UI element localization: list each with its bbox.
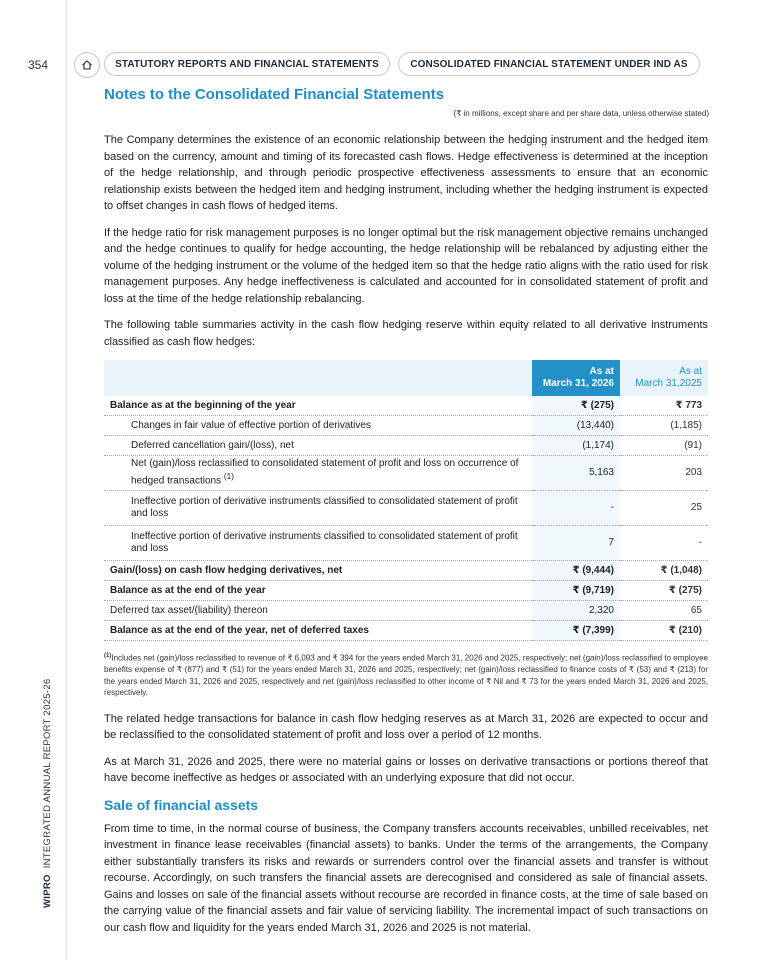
home-button[interactable] [74, 52, 100, 78]
section-heading-sale-of-financial-assets: Sale of financial assets [104, 796, 259, 813]
value-2026: (1,174) [532, 436, 620, 456]
row-label-cell [104, 456, 532, 491]
report-name: INTEGRATED ANNUAL REPORT 2025-26 [42, 678, 53, 869]
value-2025: ₹ (275) [668, 584, 702, 596]
footnote-text: Includes net (gain)/loss reclassified to revenue of ₹ 6,093 and ₹ 394 for the years ended March 31, 2026 and 2025, respectively; net (gain)/loss reclassified to employee benefits expense of ₹ (877) and ₹ (51) for the years ended March 31, 2026 and 2025, respectively; net (gain)/loss reclassified to finance costs of ₹ (53) and ₹ (213) for the years ended March 31, 2026 and 2025, respectively and net (gain)/loss reclassified to other income of ₹ Nil and ₹ 73 for the years ended March 31, 2026 and 2025, respectively. [104, 653, 708, 698]
row-label: Ineffective portion of derivative instruments classified to consolidated statement of profit and loss [131, 496, 518, 519]
paragraph: The Company determines the existence of an economic relationship between the hedging instrument and the hedged item based on the currency, amount and timing of its forecasted cash flows. Hedge effectiveness is determined at the inception of the hedge relationship, and through periodic prospective effectiveness assessments to ensure that an economic relationship exists between the hedged item and hedging instrument, including whether the hedging instrument is expected to offset changes in cash flows of hedged items. [104, 134, 708, 212]
page-margin-rule [66, 0, 67, 960]
column-header-2025-line2: March 31,2025 [635, 378, 702, 389]
page-title: Notes to the Consolidated Financial Statements [104, 86, 445, 103]
column-header-2025 [620, 360, 708, 396]
units-note: (₹ in millions, except share and per share data, unless otherwise stated) [453, 109, 709, 118]
brand-logo-text: WIPRO [42, 874, 53, 908]
table-row [104, 491, 708, 526]
row-label: Ineffective portion of derivative instruments classified to consolidated statement of profit and loss [131, 531, 518, 554]
sidebar-report-label [42, 678, 53, 908]
value-2025: ₹ (1,048) [660, 564, 702, 576]
value-2026: ₹ (275) [532, 396, 620, 416]
row-label: Gain/(loss) on cash flow hedging derivatives, net [110, 564, 343, 576]
home-icon [81, 59, 93, 71]
table-row [104, 601, 708, 621]
value-2025: 25 [690, 502, 702, 513]
value-2025: (1,185) [670, 419, 702, 431]
row-label: Balance as at the end of the year [110, 584, 266, 596]
column-header-2026-line2: March 31, 2026 [542, 378, 614, 389]
table-row [104, 621, 708, 641]
value-2026: - [532, 491, 620, 526]
table-row [104, 581, 708, 601]
table-row [104, 416, 708, 436]
main-content [104, 132, 708, 946]
value-2026: (13,440) [532, 416, 620, 436]
value-2026: ₹ (9,444) [532, 561, 620, 581]
paragraph: From time to time, in the normal course of business, the Company transfers accounts receivables, unbilled receivables, net investment in finance lease receivables (financial assets) to banks. Under the terms of the arrangements, the Company either substantially transfers its risks and rewards or surrenders control over the financial assets and transfer is without recourse. Accordingly, on such transfers the financial assets are derecognised and considered as sale of financial assets. Gains and losses on sale of the financial assets without recourse are recorded in finance costs, at the time of sale based on the carrying value of the financial assets and fair value of servicing liability. The incremental impact of such transactions on our cash flow and liquidity for the years ended March 31, 2026 and 2025 is not material. [104, 822, 708, 934]
breadcrumb-consolidated-statement[interactable]: CONSOLIDATED FINANCIAL STATEMENT UNDER IND AS [398, 52, 700, 76]
column-header-2026 [532, 360, 620, 396]
value-2026: 5,163 [532, 456, 620, 491]
paragraph: The following table summaries activity in the cash flow hedging reserve within equity related to all derivative instruments classified as cash flow hedges: [104, 319, 708, 348]
table-row [104, 526, 708, 561]
table-row [104, 561, 708, 581]
breadcrumb-statutory-reports[interactable]: STATUTORY REPORTS AND FINANCIAL STATEMENTS [104, 52, 390, 76]
row-label: Balance as at the end of the year, net of deferred taxes [110, 624, 369, 636]
value-2025: ₹ 773 [675, 399, 702, 411]
table-header-label [104, 360, 532, 396]
table-header-row [104, 360, 708, 396]
row-label: Changes in fair value of effective portion of derivatives [131, 419, 371, 431]
value-2025: ₹ (210) [668, 624, 702, 636]
table-row [104, 456, 708, 491]
value-2025: (91) [684, 439, 702, 451]
row-label: Deferred tax asset/(liability) thereon [110, 604, 268, 616]
page-number: 354 [28, 58, 49, 72]
value-2025: - [698, 537, 702, 548]
paragraph: The related hedge transactions for balance in cash flow hedging reserves as at March 31, 2026 are expected to occur and be reclassified to the consolidated statement of profit and loss over a period of 12 months. [104, 712, 708, 742]
row-label: Deferred cancellation gain/(loss), net [131, 439, 294, 451]
footnote-marker: (1) [104, 653, 112, 659]
row-label: Balance as at the beginning of the year [110, 399, 296, 411]
value-2025: 65 [690, 604, 702, 616]
table-row [104, 436, 708, 456]
value-2025: 203 [685, 467, 702, 478]
table-footnote [104, 651, 708, 699]
column-header-2025-line1: As at [679, 366, 702, 377]
column-header-2026-line1: As at [589, 366, 614, 377]
row-label: Net (gain)/loss reclassified to consolidated statement of profit and loss on occurrence of hedged transactions [131, 458, 519, 487]
table-row [104, 396, 708, 416]
paragraph: As at March 31, 2026 and 2025, there were no material gains or losses on derivative transactions or portions thereof that have become ineffective as hedges or associated with an underlying exposure that did not occur. [104, 755, 708, 785]
value-2026: 2,320 [532, 601, 620, 621]
paragraph: If the hedge ratio for risk management purposes is no longer optimal but the risk management objective remains unchanged and the hedge continues to qualify for hedge accounting, the hedge relationship will be rebalanced by adjusting either the volume of the hedging instrument or the volume of the hedged item so that the hedge ratio aligns with the ratio used for risk management purposes. Any hedge ineffectiveness is calculated and accounted for in consolidated statement of profit and loss at the time of the hedge relationship rebalancing. [104, 226, 708, 305]
value-2026: ₹ (7,399) [532, 621, 620, 641]
value-2026: ₹ (9,719) [532, 581, 620, 601]
hedging-reserve-table [104, 360, 708, 641]
value-2026: 7 [532, 526, 620, 561]
footnote-ref: (1) [223, 471, 235, 482]
